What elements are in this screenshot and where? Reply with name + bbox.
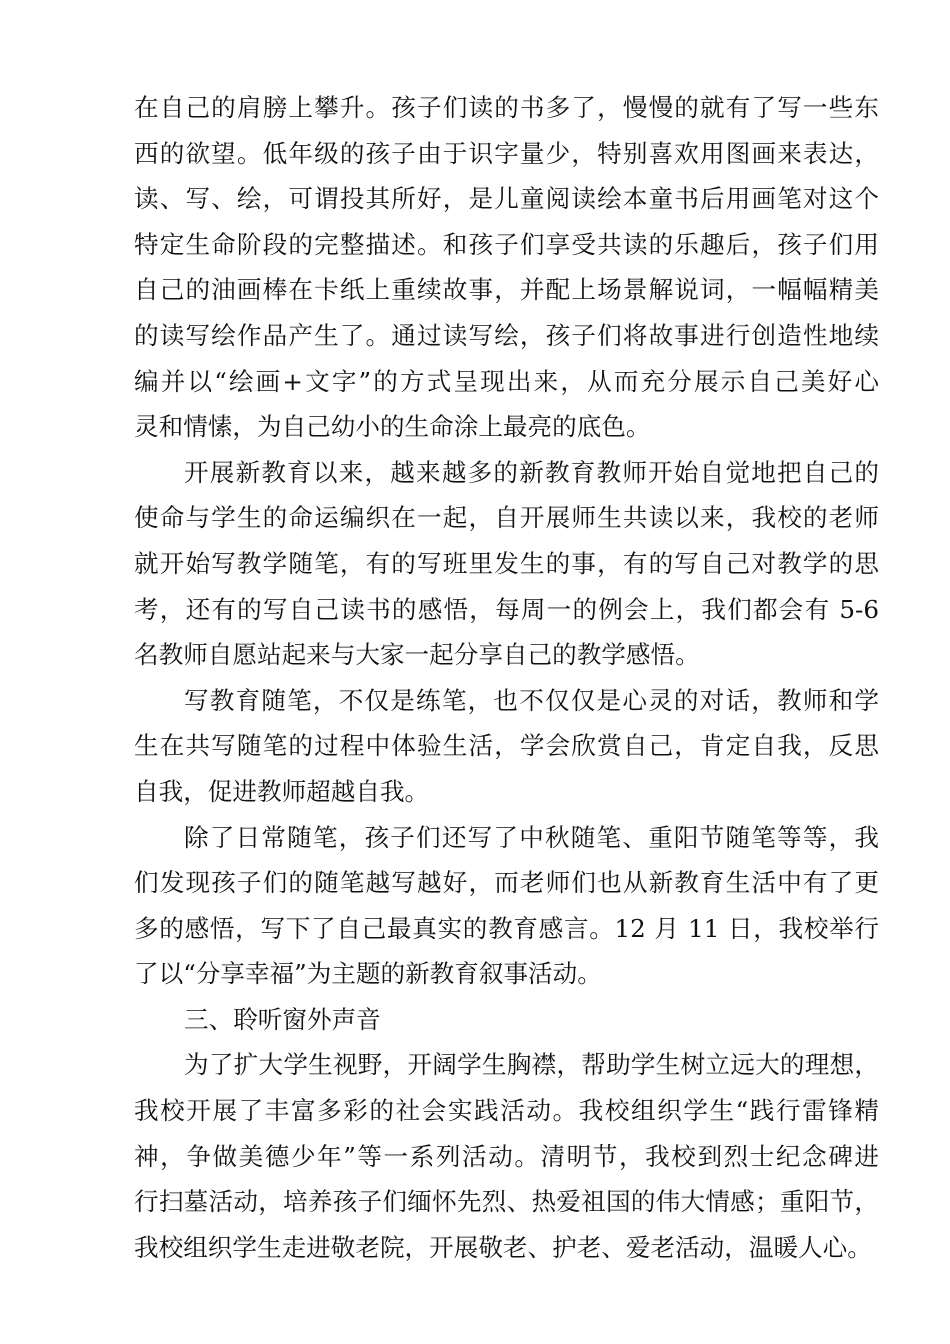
text-line: 使命与学生的命运编织在一起，自开展师生共读以来，我校的老师: [134, 503, 879, 533]
text-line: 读、写、绘，可谓投其所好，是儿童阅读绘本童书后用画笔对这个: [134, 184, 879, 214]
text-line: 自己的油画棒在卡纸上重续故事，并配上场景解说词，一幅幅精美: [134, 275, 879, 305]
paragraph: [134, 85, 879, 450]
text-line: 开展新教育以来，越来越多的新教育教师开始自觉地把自己的: [184, 457, 879, 487]
paragraph: [134, 450, 879, 678]
text-line: 行扫墓活动，培养孩子们缅怀先烈、热爱祖国的伟大情感；重阳节，: [134, 1187, 879, 1217]
text-line: 除了日常随笔，孩子们还写了中秋随笔、重阳节随笔等等，我: [184, 822, 879, 852]
text-line: 特定生命阶段的完整描述。和孩子们享受共读的乐趣后，孩子们用: [134, 229, 879, 259]
text-line: 自我，促进教师超越自我。: [134, 776, 430, 806]
text-line: 了以“分享幸福”为主题的新教育叙事活动。: [134, 959, 602, 989]
document-body: [134, 85, 879, 1270]
paragraph: [134, 1042, 879, 1270]
text-line: 三、聆听窗外声音: [184, 1004, 381, 1034]
text-line: 神，争做美德少年”等一系列活动。清明节，我校到烈士纪念碑进: [134, 1141, 879, 1171]
paragraph: [134, 815, 879, 997]
text-line: 在自己的肩膀上攀升。孩子们读的书多了，慢慢的就有了写一些东: [134, 93, 879, 122]
text-line: 的读写绘作品产生了。通过读写绘，孩子们将故事进行创造性地续: [134, 320, 879, 350]
text-line: 写教育随笔，不仅是练笔，也不仅仅是心灵的对话，教师和学: [184, 685, 879, 715]
text-line: 我校组织学生走进敬老院，开展敬老、护老、爱老活动，温暖人心。: [134, 1232, 872, 1262]
text-line: 西的欲望。低年级的孩子由于识字量少，特别喜欢用图画来表达，: [134, 138, 879, 168]
text-line: 编并以“绘画+文字”的方式呈现出来，从而充分展示自己美好心: [134, 366, 879, 396]
text-line: 考，还有的写自己读书的感悟，每周一的例会上，我们都会有 5-6: [134, 594, 879, 624]
text-line: 名教师自愿站起来与大家一起分享自己的教学感悟。: [134, 640, 700, 670]
paragraph: [134, 997, 879, 1043]
text-line: 生在共写随笔的过程中体验生活，学会欣赏自己，肯定自我，反思: [134, 731, 879, 761]
text-line: 为了扩大学生视野，开阔学生胸襟，帮助学生树立远大的理想，: [184, 1050, 879, 1080]
paragraph: [134, 678, 879, 815]
text-line: 我校开展了丰富多彩的社会实践活动。我校组织学生“践行雷锋精: [134, 1096, 879, 1126]
text-line: 就开始写教学随笔，有的写班里发生的事，有的写自己对教学的思: [134, 548, 879, 578]
text-line: 灵和情愫，为自己幼小的生命涂上最亮的底色。: [134, 412, 651, 442]
text-line: 多的感悟，写下了自己最真实的教育感言。12 月 11 日，我校举行: [134, 913, 879, 943]
text-line: 们发现孩子们的随笔越写越好，而老师们也从新教育生活中有了更: [134, 868, 879, 898]
